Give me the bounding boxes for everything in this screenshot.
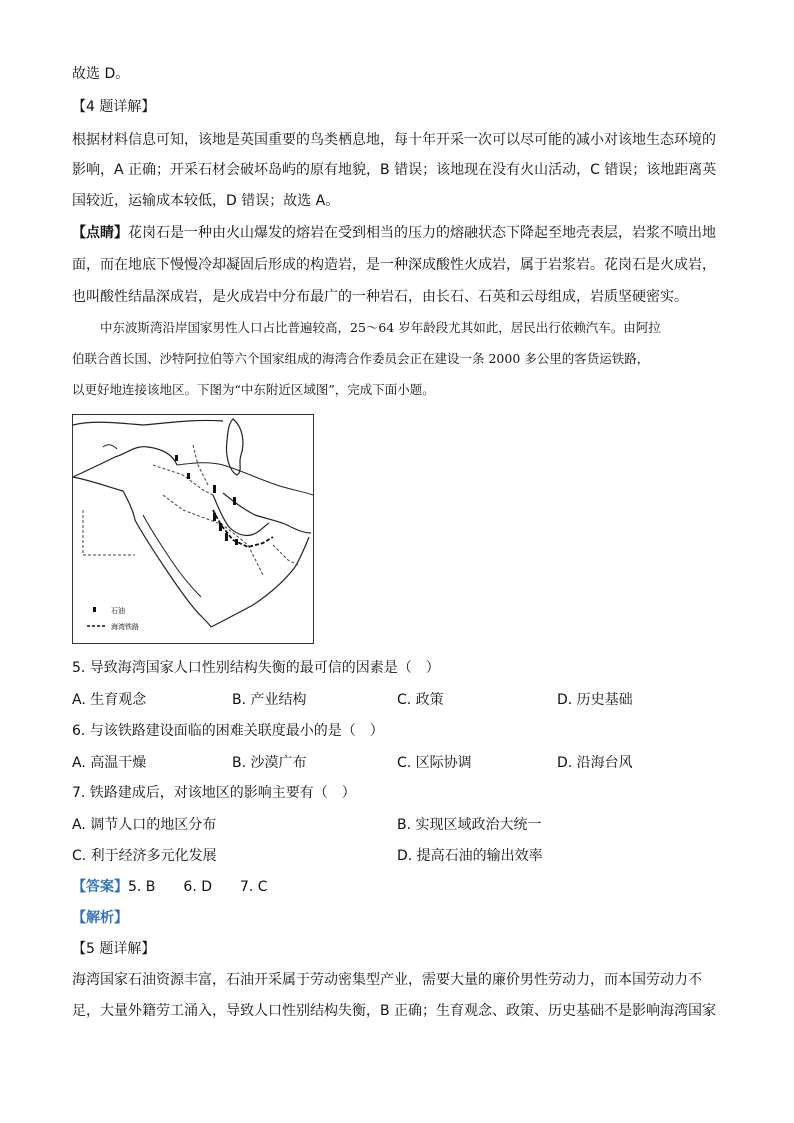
text-line: 故选 D。 <box>72 66 130 82</box>
middle-east-map <box>72 414 314 644</box>
q6-option-d[interactable]: D. 沿海台风 <box>557 755 633 771</box>
q6-option-c[interactable]: C. 区际协调 <box>397 755 472 771</box>
q7-option-a[interactable]: A. 调节人口的地区分布 <box>72 817 217 833</box>
answer-label: 【答案】 <box>72 879 128 895</box>
q6-option-b[interactable]: B. 沙漠广布 <box>232 755 307 771</box>
text-line: 面，而在地底下慢慢冷却凝固后形成的构造岩，是一种深成酸性火成岩，属于岩浆岩。花岗石是火成岩， <box>72 257 716 273</box>
text-line: 影响，A 正确；开采石材会破坏岛屿的原有地貌，B 错误；该地现在没有火山活动，C 错误；该地距离英 <box>72 162 717 178</box>
legend-oil-label: 石油 <box>111 607 125 615</box>
q6-option-a[interactable]: A. 高温干燥 <box>72 755 147 771</box>
text-line: 足，大量外籍劳工涌入，导致人口性别结构失衡，B 正确；生育观念、政策、历史基础不是影响海湾国家 <box>72 1003 717 1019</box>
question-5-stem: 5. 导致海湾国家人口性别结构失衡的最可信的因素是（ ） <box>72 660 440 676</box>
legend-rail-label: 海湾铁路 <box>111 623 139 631</box>
oil-legend-icon <box>93 607 96 612</box>
dianjing-text: 花岗石是一种由火山爆发的熔岩在受到相当的压力的熔融状态下降起至地壳表层，岩浆不喷出地 <box>128 225 716 241</box>
question-6-stem: 6. 与该铁路建设面临的困难关联度最小的是（ ） <box>72 723 384 739</box>
material-line: 伯联合酋长国、沙特阿拉伯等六个国家组成的海湾合作委员会正在建设一条 2000 多公里的客货运铁路， <box>72 351 650 366</box>
q7-option-d[interactable]: D. 提高石油的输出效率 <box>397 848 543 864</box>
answer-text: 5. B 6. D 7. C <box>128 879 268 895</box>
question-7-stem: 7. 铁路建成后，对该地区的影响主要有（ ） <box>72 785 356 801</box>
q7-option-c[interactable]: C. 利于经济多元化发展 <box>72 848 217 864</box>
q5-option-c[interactable]: C. 政策 <box>397 692 444 708</box>
analysis-label: 【解析】 <box>72 910 128 926</box>
section-header-q5: 【5 题详解】 <box>72 941 156 957</box>
material-line: 以更好地连接该地区。下图为“中东附近区域图”，完成下面小题。 <box>72 382 435 397</box>
dianjing-line <box>72 223 716 243</box>
q7-option-b[interactable]: B. 实现区域政治大统一 <box>397 817 542 833</box>
text-line: 海湾国家石油资源丰富，石油开采属于劳动密集型产业，需要大量的廉价男性劳动力，而本国劳动力不 <box>72 972 702 988</box>
text-line: 根据材料信息可知，该地是英国重要的鸟类栖息地，每十年开采一次可以尽可能的减小对该地生态环境的 <box>72 132 716 148</box>
material-line: 中东波斯湾沿岸国家男性人口占比普遍较高，25～64 岁年龄段尤其如此，居民出行依赖汽车。由阿拉 <box>100 320 661 335</box>
text-line: 也叫酸性结晶深成岩，是火成岩中分布最广的一种岩石，由长石、石英和云母组成，岩质坚硬密实。 <box>72 289 688 305</box>
answer-line <box>72 877 268 897</box>
dianjing-label: 【点睛】 <box>72 225 128 241</box>
section-header-q4: 【4 题详解】 <box>72 99 156 115</box>
text-line: 国较近，运输成本较低，D 错误；故选 A。 <box>72 193 340 209</box>
q5-option-a[interactable]: A. 生育观念 <box>72 692 147 708</box>
map-drawing <box>73 415 313 643</box>
q5-option-d[interactable]: D. 历史基础 <box>557 692 633 708</box>
q5-option-b[interactable]: B. 产业结构 <box>232 692 307 708</box>
